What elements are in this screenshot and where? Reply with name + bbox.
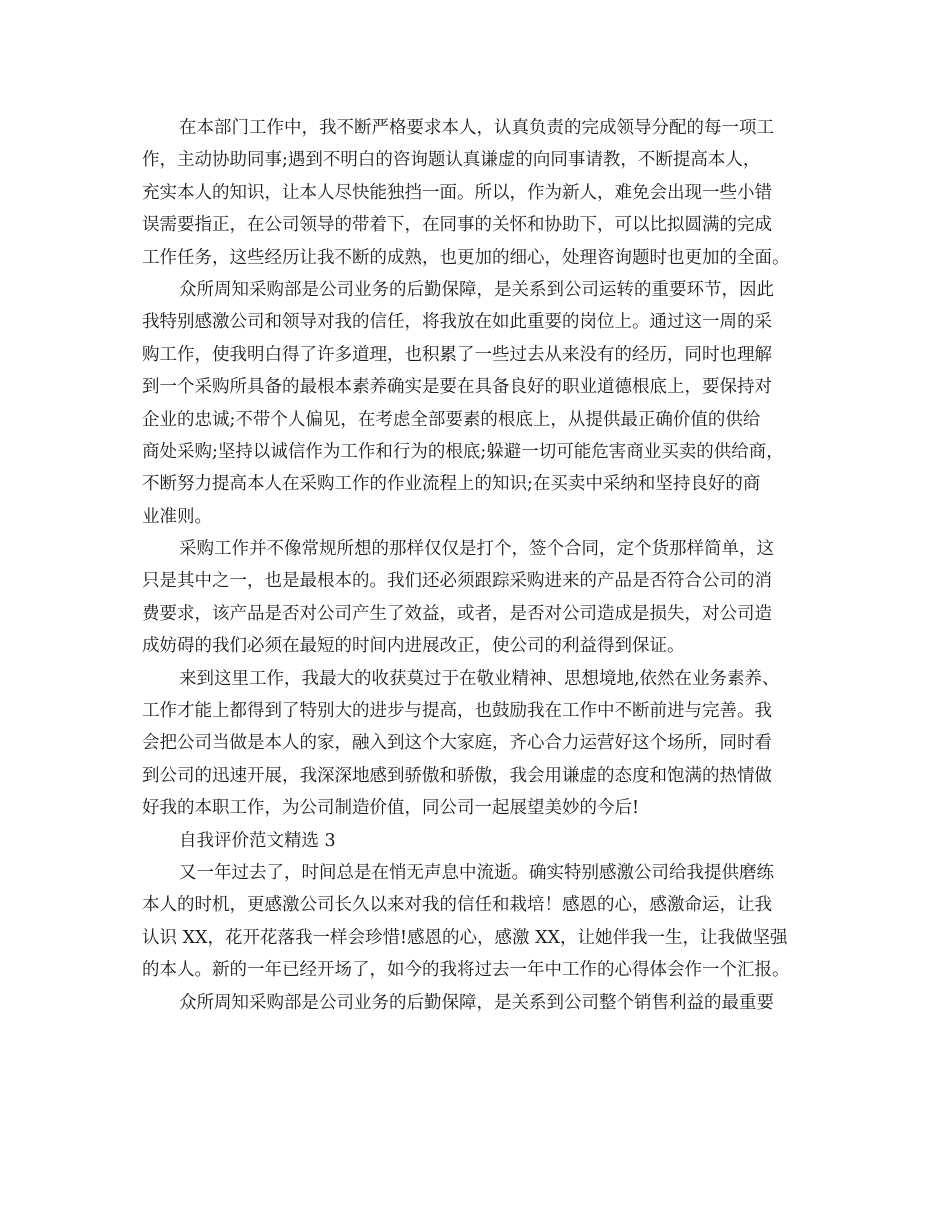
text-line: 众所周知采购部是公司业务的后勤保障，是关系到公司整个销售利益的最重要: [179, 992, 774, 1013]
text-line: 误需要指正，在公司领导的带着下，在同事的关怀和协助下，可以比拟圆满的完成: [142, 215, 772, 236]
text-line: 商处采购;坚持以诚信作为工作和行为的根底;躲避一切可能危害商业买卖的供给商，: [142, 441, 784, 462]
text-line: 作，主动协助同事;遇到不明白的咨询题认真谦虚的向同事请教，不断提高本人，: [142, 150, 761, 171]
text-line: 费要求，该产品是否对公司产生了效益，或者，是否对公司造成是损失，对公司造: [142, 603, 772, 624]
text-line: 又一年过去了，时间总是在悄无声息中流逝。确实特别感激公司给我提供磨练: [179, 862, 774, 883]
text-line: 好我的本职工作，为公司制造价值，同公司一起展望美妙的今后!: [142, 798, 640, 819]
text-line: 只是其中之一，也是最根本的。我们还必须跟踪采购进来的产品是否符合公司的消: [142, 571, 772, 592]
text-line: 我特别感激公司和领导对我的信任，将我放在如此重要的岗位上。通过这一周的采: [142, 312, 772, 333]
text-line: 成妨碍的我们必须在最短的时间内进展改正，使公司的利益得到保证。: [142, 636, 685, 657]
text-line: 购工作，使我明白得了许多道理，也积累了一些过去从来没有的经历，同时也理解: [142, 344, 772, 365]
text-line: 业准则。: [142, 506, 212, 527]
text-line: 工作才能上都得到了特别大的进步与提高，也鼓励我在工作中不断前进与完善。我: [142, 701, 772, 722]
text-line: 众所周知采购部是公司业务的后勤保障，是关系到公司运转的重要环节，因此: [179, 279, 774, 300]
document-body: [142, 112, 822, 1019]
text-line: 的本人。新的一年已经开场了，如今的我将过去一年中工作的心得体会作一个汇报。: [142, 960, 790, 981]
text-line: 到公司的迅速开展，我深深地感到骄傲和骄傲，我会用谦虚的态度和饱满的热情做: [142, 765, 772, 786]
text-line: 到一个采购所具备的最根本素养确实是要在具备良好的职业道德根底上，要保持对: [142, 377, 772, 398]
text-line: 来到这里工作，我最大的收获莫过于在敬业精神、思想境地,依然在业务素养、: [179, 668, 780, 689]
text-line: 本人的时机，更感激公司长久以来对我的信任和栽培！感恩的心，感激命运，让我: [142, 895, 772, 916]
text-line: 不断努力提高本人在采购工作的作业流程上的知识;在买卖中采纳和坚持良好的商: [142, 474, 761, 495]
text-line: 企业的忠诚;不带个人偏见，在考虑全部要素的根底上，从提供最正确价值的供给: [142, 409, 761, 430]
text-line: 自我评价范文精选 3: [179, 830, 336, 851]
text-line: 工作任务，这些经历让我不断的成熟，也更加的细心，处理咨询题时也更加的全面。: [142, 247, 790, 268]
text-line: 认识 XX，花开花落我一样会珍惜!感恩的心，感激 XX，让她伴我一生，让我做坚强: [142, 927, 788, 948]
text-line: 会把公司当做是本人的家，融入到这个大家庭，齐心合力运营好这个场所，同时看: [142, 733, 772, 754]
text-line: 在本部门工作中，我不断严格要求本人，认真负责的完成领导分配的每一项工: [179, 118, 774, 138]
text-line: 充实本人的知识，让本人尽快能独挡一面。所以，作为新人，难免会出现一些小错: [142, 182, 772, 203]
text-line: 采购工作并不像常规所想的那样仅仅是打个，签个合同，定个货那样简单，这: [179, 539, 774, 560]
